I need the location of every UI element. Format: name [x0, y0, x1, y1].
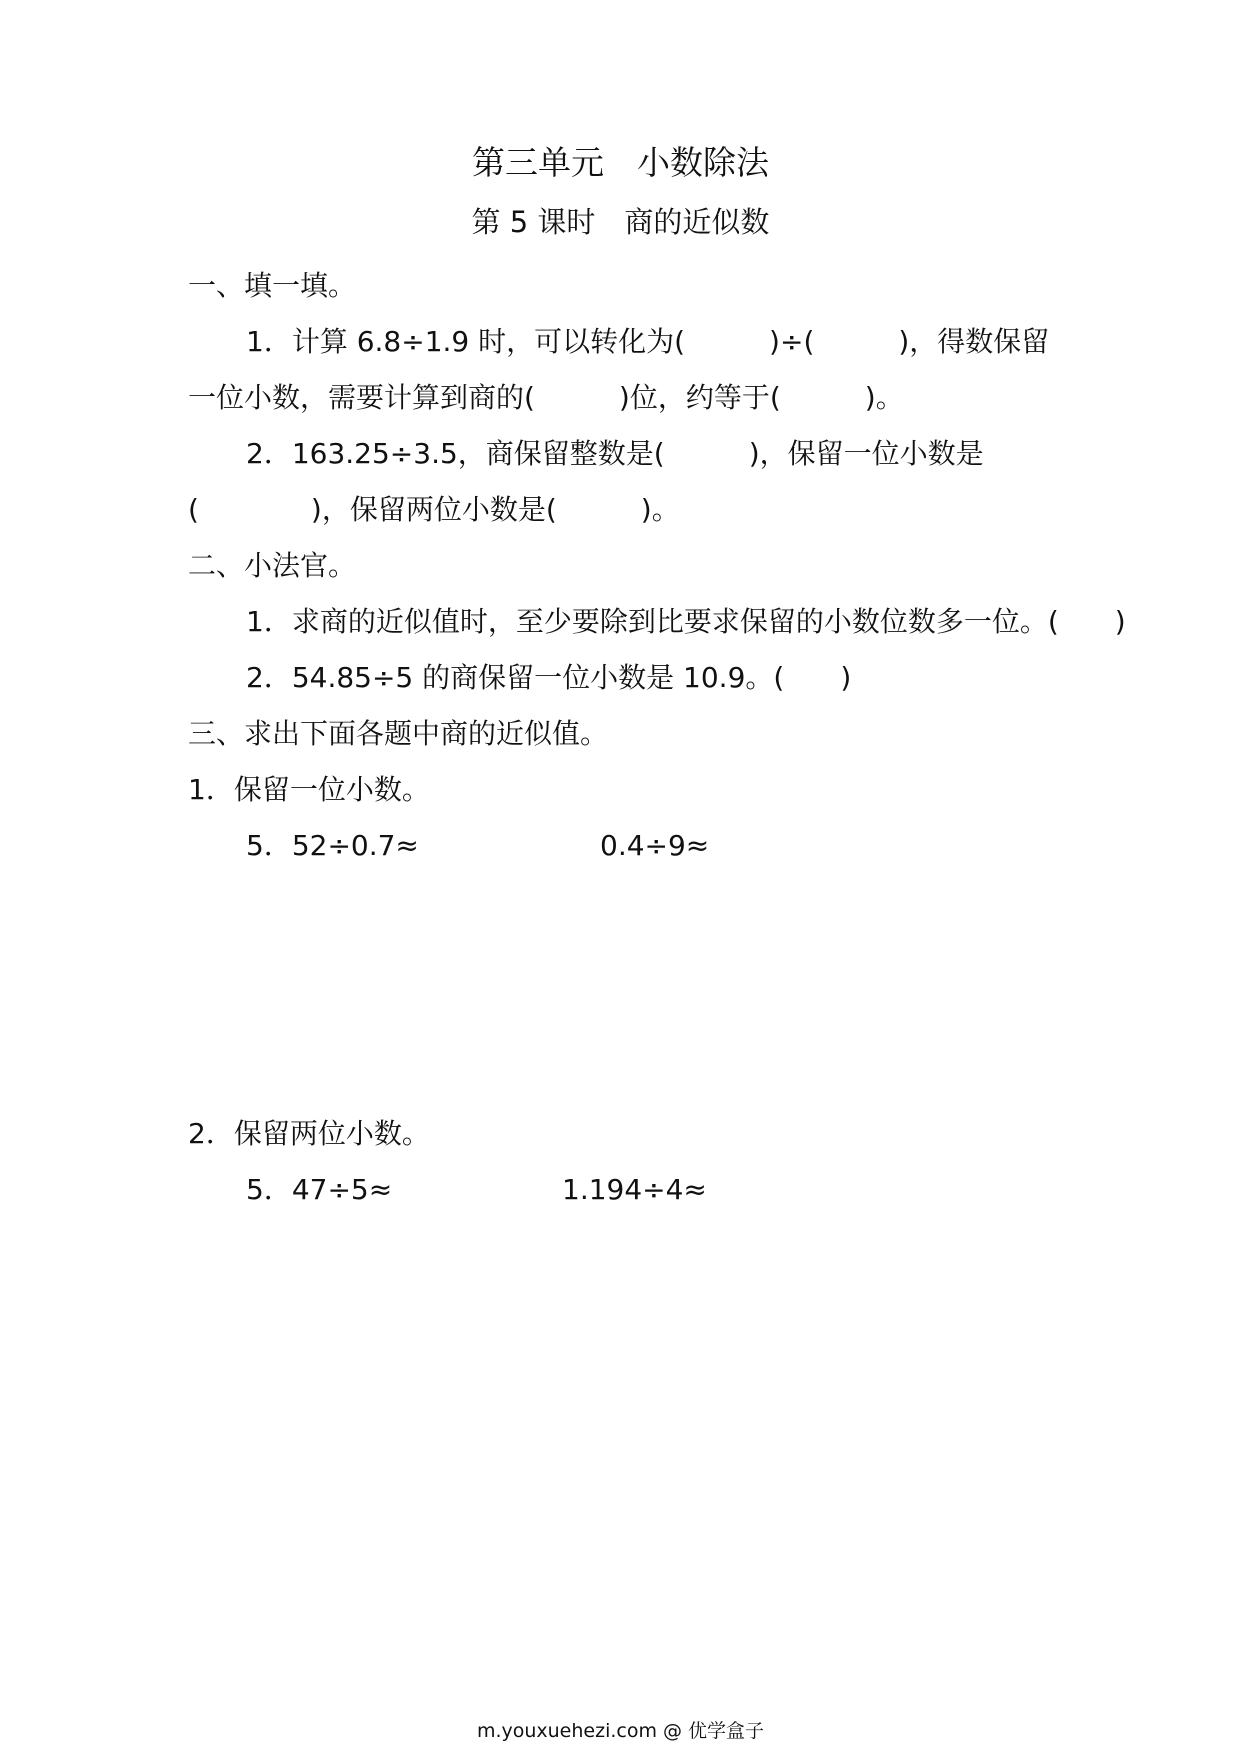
page-subtitle: 第 5 课时 商的近似数 [471, 205, 770, 239]
s2-q2: 2．54.85÷5 的商保留一位小数是 10.9。( ) [246, 661, 852, 694]
s1-q1-line2: 一位小数，需要计算到商的( )位，约等于( )。 [188, 381, 904, 414]
s2-q1: 1．求商的近似值时，至少要除到比要求保留的小数位数多一位。( ) [246, 605, 1126, 638]
s3-part1-item-2: 0.4÷9≈ [600, 829, 710, 862]
s1-q1-line1: 1．计算 6.8÷1.9 时，可以转化为( )÷( )，得数保留 [246, 325, 1050, 358]
s3-part2-item-1: 5．47÷5≈ [246, 1173, 393, 1206]
footer-watermark: m.youxuehezi.com @ 优学盒子 [476, 1720, 765, 1742]
page-title: 第三单元 小数除法 [472, 143, 769, 182]
s3-part1-item-1: 5．52÷0.7≈ [246, 829, 419, 862]
section-3-heading: 三、求出下面各题中商的近似值。 [188, 717, 609, 750]
s1-q2-line2: ( )，保留两位小数是( )。 [188, 493, 680, 526]
s3-part2-item-2: 1.194÷4≈ [562, 1173, 707, 1206]
section-2-heading: 二、小法官。 [188, 549, 357, 582]
s1-q2-line1: 2．163.25÷3.5，商保留整数是( )，保留一位小数是 [246, 437, 984, 470]
section-1-heading: 一、填一填。 [188, 269, 357, 302]
s3-part1-label: 1．保留一位小数。 [188, 773, 430, 806]
s3-part2-label: 2．保留两位小数。 [188, 1117, 430, 1150]
